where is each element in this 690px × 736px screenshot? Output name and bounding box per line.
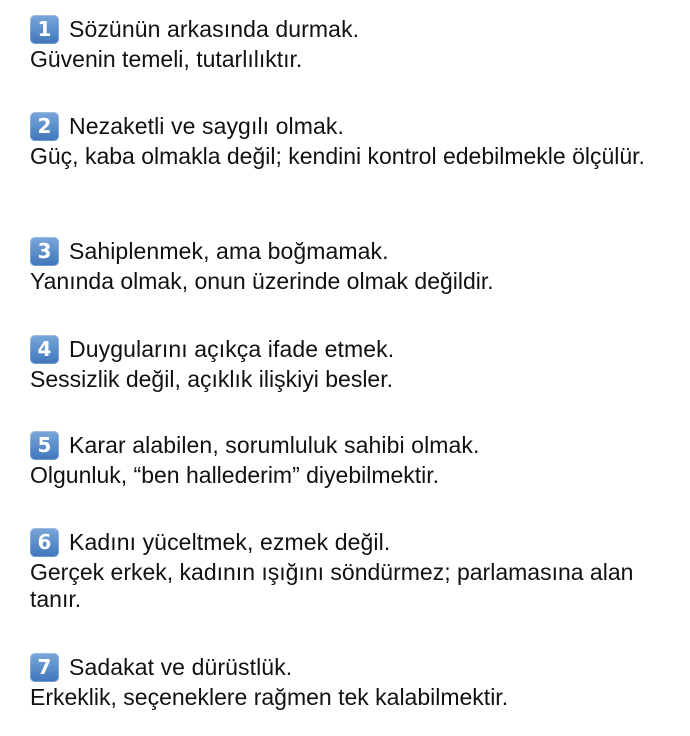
- item-text: Sessizlik değil, açıklık ilişkiyi besler.: [30, 366, 394, 392]
- list-item-2: [30, 110, 670, 170]
- item-title: Sahiplenmek, ama boğmamak.: [69, 238, 389, 264]
- list-item-1: [30, 13, 670, 73]
- item-heading: [30, 110, 670, 142]
- list-item-4: [30, 333, 670, 393]
- item-text: Güç, kaba olmakla değil; kendini kontrol edebilmekle ölçülür.: [30, 143, 645, 169]
- list-item-5: [30, 429, 670, 489]
- item-text: Yanında olmak, onun üzerinde olmak değildir.: [30, 268, 494, 294]
- keycap-number-icon: 2: [30, 112, 59, 141]
- item-heading: [30, 651, 670, 683]
- item-title: Duygularını açıkça ifade etmek.: [69, 336, 395, 362]
- item-title: Sadakat ve dürüstlük.: [69, 654, 293, 680]
- keycap-number-icon: 1: [30, 15, 59, 44]
- list-item-3: [30, 235, 670, 295]
- item-heading: [30, 13, 670, 45]
- item-title: Nezaketli ve saygılı olmak.: [69, 113, 344, 139]
- keycap-number-icon: 3: [30, 237, 59, 266]
- item-text: Olgunluk, “ben hallederim” diyebilmektir.: [30, 462, 440, 488]
- item-text: Güvenin temeli, tutarlılıktır.: [30, 46, 303, 72]
- item-heading: [30, 333, 670, 365]
- keycap-number-icon: 5: [30, 431, 59, 460]
- item-title: Karar alabilen, sorumluluk sahibi olmak.: [69, 432, 480, 458]
- keycap-number-icon: 7: [30, 653, 59, 682]
- list-item-7: [30, 651, 670, 711]
- list-item-6: [30, 526, 670, 613]
- item-heading: [30, 235, 670, 267]
- item-heading: [30, 526, 670, 558]
- item-title: Kadını yüceltmek, ezmek değil.: [69, 529, 391, 555]
- item-text: Gerçek erkek, kadının ışığını söndürmez; parlamasına alan tanır.: [30, 559, 634, 612]
- keycap-number-icon: 4: [30, 335, 59, 364]
- item-heading: [30, 429, 670, 461]
- item-title: Sözünün arkasında durmak.: [69, 16, 360, 42]
- item-text: Erkeklik, seçeneklere rağmen tek kalabilmektir.: [30, 684, 509, 710]
- keycap-number-icon: 6: [30, 528, 59, 557]
